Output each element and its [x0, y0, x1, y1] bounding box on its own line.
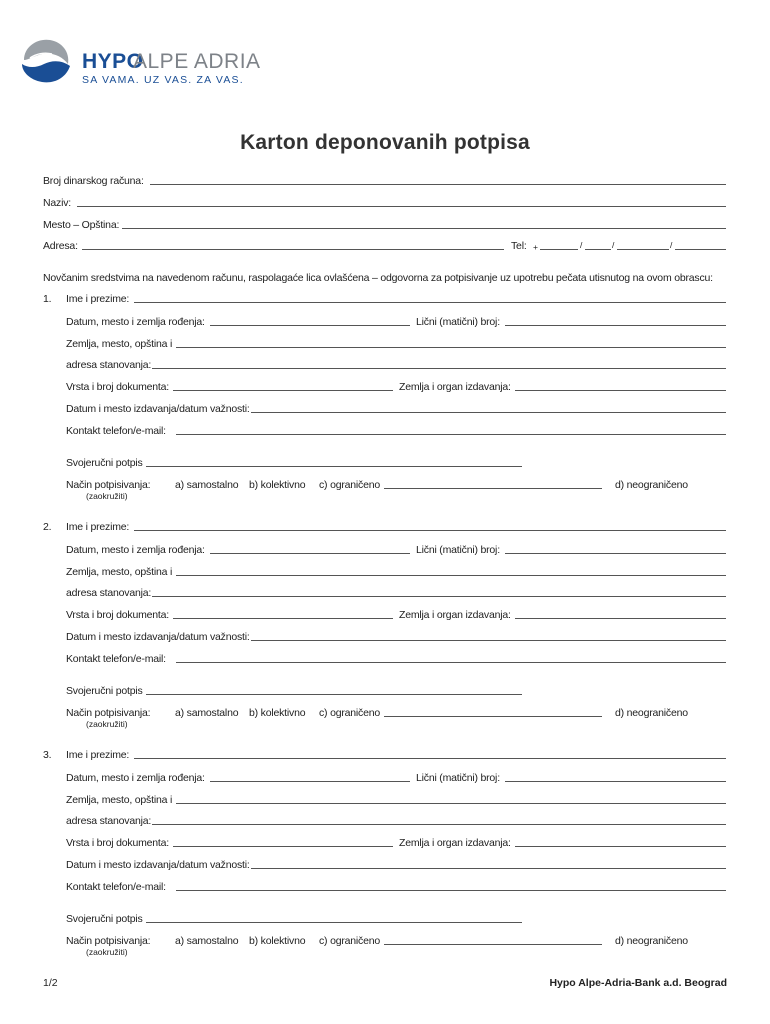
option-collective[interactable]: b) kolektivno: [249, 707, 306, 719]
tel-area-field[interactable]: [585, 249, 611, 250]
contact-label: Kontakt telefon/e-mail:: [66, 653, 166, 665]
issue-date-field[interactable]: [251, 868, 726, 869]
doc-field[interactable]: [173, 618, 393, 619]
tel-sep-2: /: [612, 240, 615, 250]
residence-label: Zemlja, mesto, opština i: [66, 338, 173, 350]
brand-name-bold: HYPO: [82, 50, 144, 73]
place-field[interactable]: [122, 228, 726, 229]
brand-name-regular: ALPE ADRIA: [133, 50, 261, 73]
signature-label: Svojeručni potpis: [66, 457, 143, 469]
name-label: Ime i prezime:: [66, 749, 130, 761]
circle-hint: (zaokružiti): [86, 947, 128, 957]
issue-date-field[interactable]: [251, 640, 726, 641]
issue-date-label: Datum i mesto izdavanja/datum važnosti:: [66, 631, 250, 643]
option-collective[interactable]: b) kolektivno: [249, 935, 306, 947]
address-label: adresa stanovanja:: [66, 815, 152, 827]
option-limited[interactable]: c) ograničeno: [319, 935, 381, 947]
contact-field[interactable]: [176, 662, 726, 663]
page-number: 1/2: [43, 977, 58, 989]
page-title: Karton deponovanih potpisa: [240, 131, 530, 154]
id-field[interactable]: [505, 781, 726, 782]
signature-label: Svojeručni potpis: [66, 913, 143, 925]
residence-label: Zemlja, mesto, opština i: [66, 566, 173, 578]
limited-amount-field[interactable]: [384, 716, 602, 717]
issue-date-label: Datum i mesto izdavanja/datum važnosti:: [66, 859, 250, 871]
option-unlimited[interactable]: d) neograničeno: [615, 935, 688, 947]
residence-label: Zemlja, mesto, opština i: [66, 794, 173, 806]
limited-amount-field[interactable]: [384, 944, 602, 945]
tel-label: Tel:: [511, 240, 527, 252]
residence-address-field[interactable]: [152, 824, 726, 825]
doc-field[interactable]: [173, 390, 393, 391]
limited-amount-field[interactable]: [384, 488, 602, 489]
doc-label: Vrsta i broj dokumenta:: [66, 837, 169, 849]
tel-plus: +: [533, 242, 538, 252]
circle-hint: (zaokružiti): [86, 491, 128, 501]
birth-field[interactable]: [210, 781, 410, 782]
tel-country-field[interactable]: [540, 249, 578, 250]
circle-hint: (zaokružiti): [86, 719, 128, 729]
signatory-name-field[interactable]: [134, 530, 726, 531]
contact-field[interactable]: [176, 434, 726, 435]
birth-label: Datum, mesto i zemlja rođenja:: [66, 544, 205, 556]
signatory-number: 2.: [43, 521, 52, 533]
residence-address-field[interactable]: [152, 368, 726, 369]
signatory-number: 3.: [43, 749, 52, 761]
tel-sep-1: /: [580, 240, 583, 250]
signature-field[interactable]: [146, 466, 522, 467]
residence-address-field[interactable]: [152, 596, 726, 597]
option-independent[interactable]: a) samostalno: [175, 935, 239, 947]
id-label: Lični (matični) broj:: [416, 772, 500, 784]
residence-field[interactable]: [176, 347, 726, 348]
contact-label: Kontakt telefon/e-mail:: [66, 881, 166, 893]
address-label: adresa stanovanja:: [66, 359, 152, 371]
doc-field[interactable]: [173, 846, 393, 847]
signature-label: Svojeručni potpis: [66, 685, 143, 697]
issuer-label: Zemlja i organ izdavanja:: [399, 609, 511, 621]
id-field[interactable]: [505, 325, 726, 326]
name-label: Naziv:: [43, 197, 71, 209]
sign-mode-label: Način potpisivanja:: [66, 707, 151, 719]
place-label: Mesto – Opština:: [43, 219, 120, 231]
tel-ext-field[interactable]: [675, 249, 726, 250]
option-independent[interactable]: a) samostalno: [175, 707, 239, 719]
bank-name: Hypo Alpe-Adria-Bank a.d. Beograd: [549, 977, 727, 989]
issue-date-label: Datum i mesto izdavanja/datum važnosti:: [66, 403, 250, 415]
intro-text: Novčanim sredstvima na navedenom računu, raspolagaće lica ovlašćena – odgovorna za potpisivanje uz upotrebu pečata utisnutog na ovom obrascu:: [43, 272, 713, 284]
issuer-field[interactable]: [515, 846, 726, 847]
birth-field[interactable]: [210, 325, 410, 326]
birth-field[interactable]: [210, 553, 410, 554]
residence-field[interactable]: [176, 803, 726, 804]
tel-number-field[interactable]: [617, 249, 669, 250]
sign-mode-label: Način potpisivanja:: [66, 935, 151, 947]
option-collective[interactable]: b) kolektivno: [249, 479, 306, 491]
signatory-name-field[interactable]: [134, 302, 726, 303]
contact-field[interactable]: [176, 890, 726, 891]
id-field[interactable]: [505, 553, 726, 554]
issue-date-field[interactable]: [251, 412, 726, 413]
issuer-label: Zemlja i organ izdavanja:: [399, 381, 511, 393]
hypo-logo-icon: [18, 34, 78, 90]
signature-field[interactable]: [146, 922, 522, 923]
signature-field[interactable]: [146, 694, 522, 695]
brand-slogan: SA VAMA. UZ VAS. ZA VAS.: [82, 74, 244, 86]
name-field[interactable]: [77, 206, 726, 207]
issuer-field[interactable]: [515, 390, 726, 391]
issuer-label: Zemlja i organ izdavanja:: [399, 837, 511, 849]
sign-mode-label: Način potpisivanja:: [66, 479, 151, 491]
account-label: Broj dinarskog računa:: [43, 175, 144, 187]
signatory-number: 1.: [43, 293, 52, 305]
contact-label: Kontakt telefon/e-mail:: [66, 425, 166, 437]
birth-label: Datum, mesto i zemlja rođenja:: [66, 316, 205, 328]
option-unlimited[interactable]: d) neograničeno: [615, 707, 688, 719]
tel-sep-3: /: [670, 240, 673, 250]
account-field[interactable]: [150, 184, 726, 185]
signatory-name-field[interactable]: [134, 758, 726, 759]
name-label: Ime i prezime:: [66, 521, 130, 533]
doc-label: Vrsta i broj dokumenta:: [66, 381, 169, 393]
address-label: Adresa:: [43, 240, 78, 252]
id-label: Lični (matični) broj:: [416, 544, 500, 556]
issuer-field[interactable]: [515, 618, 726, 619]
option-limited[interactable]: c) ograničeno: [319, 479, 381, 491]
option-independent[interactable]: a) samostalno: [175, 479, 239, 491]
birth-label: Datum, mesto i zemlja rođenja:: [66, 772, 205, 784]
address-field[interactable]: [82, 249, 504, 250]
address-label: adresa stanovanja:: [66, 587, 152, 599]
option-limited[interactable]: c) ograničeno: [319, 707, 381, 719]
id-label: Lični (matični) broj:: [416, 316, 500, 328]
name-label: Ime i prezime:: [66, 293, 130, 305]
doc-label: Vrsta i broj dokumenta:: [66, 609, 169, 621]
option-unlimited[interactable]: d) neograničeno: [615, 479, 688, 491]
residence-field[interactable]: [176, 575, 726, 576]
